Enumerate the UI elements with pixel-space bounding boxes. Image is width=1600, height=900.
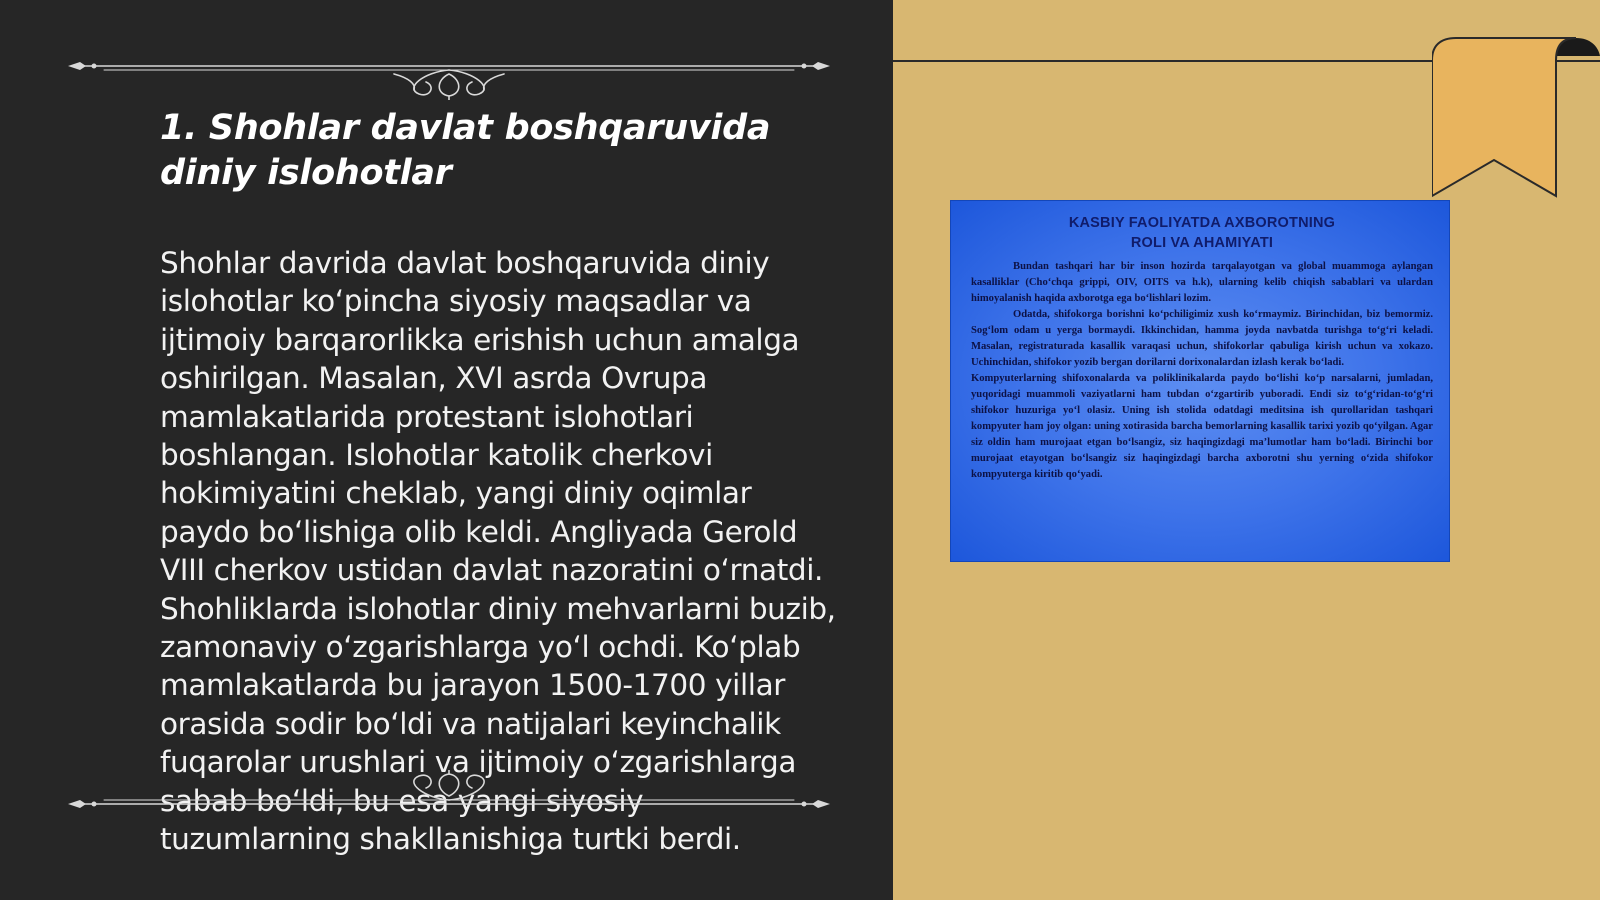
decorative-flourish-bottom-icon bbox=[64, 770, 834, 830]
document-paragraph-2: Odatda, shifokorga borishni koʻpchiligimiz xush koʻrmaymiz. Birinchidan, biz bemormiz. Sogʻlom odam u yerga bormaydi. Ikkinchidan, hamma joyda navbatda turishga toʻgʻri keladi. Masalan, registraturada kasallik varaqasi uchun, shifokorlar qabuliga kirish uchun va xokazo. Uchinchidan, shifokor yozib bergan dorilarni dorixonalardan izlash kerak boʻladi. bbox=[971, 309, 1433, 368]
document-scan-image bbox=[950, 200, 1450, 562]
slide-body-text: Shohlar davrida davlat boshqaruvida diniy islohotlar koʻpincha siyosiy maqsadlar va ijtimoiy barqarorlikka erishish uchun amalga oshirilgan. Masalan, XVI asrda Ovrupa mamlakatlarida protestant islohotlari boshlangan. Islohotlar katolik cherkovi hokimiyatini cheklab, yangi diniy oqimlar paydo boʻlishiga olib keldi. Angliyada Gerold VIII cherkov ustidan davlat nazoratini oʻrnatdi. Shohliklarda islohotlar diniy mehvarlarni buzib, zamonaviy oʻzgarishlarga yoʻl ochdi. Koʻplab mamlakatlarda bu jarayon 1500-1700 yillar orasida sodir boʻldi va natijalari keyinchalik fuqarolar urushlari va ijtimoiy oʻzgarishlarga sabab boʻldi, bu esa yangi siyosiy tuzumlarning shakllanishiga turtki berdi. bbox=[160, 246, 836, 857]
document-heading-line-1: KASBIY FAOLIYATDA AXBOROTNING bbox=[1068, 215, 1336, 231]
document-heading-line-2: ROLI VA AHAMIYATI bbox=[1130, 235, 1274, 251]
document-heading bbox=[971, 213, 1433, 253]
bookmark-ribbon-icon bbox=[1432, 36, 1600, 202]
document-body bbox=[971, 259, 1433, 483]
decorative-flourish-top-icon bbox=[64, 40, 834, 100]
slide-title: 1. Shohlar davlat boshqaruvida diniy islohotlar bbox=[160, 108, 771, 193]
document-paragraph-1: Bundan tashqari har bir inson hozirda tarqalayotgan va global muammoga aylangan kasalliklar (Choʻchqa grippi, OIV, OITS va h.k), ularning kelib chiqish sabablari va ulardan himoyalanish haqida axborotga ega boʻlishlari lozim. bbox=[971, 261, 1433, 304]
document-paragraph-3: Kompyuterlarning shifoxonalarda va poliklinikalarda paydo boʻlishi koʻp narsalarni, jumladan, yuqoridagi muammoli vaziyatlarni ham tubdan oʻzgartirib yuboradi. Endi siz toʻgʻridan-toʻgʻri shifokor huzuriga yoʻl olasiz. Uning ish stolida odatdagi meditsina ish qurollaridan tashqari kompyuter ham joy olgan: uning xotirasida barcha bemorlarning kasallik tarixi yozib qoʻyilgan. Agar siz oldin ham murojaat etgan boʻlsangiz, siz haqingizdagi maʼlumotlar ham boʻladi. Birinchi bor murojaat etayotgan boʻlsangiz siz haqingizdagi barcha axborotni shu yerning oʻzida shifokor kompyuterga kiritib qoʻyadi. bbox=[971, 373, 1433, 480]
